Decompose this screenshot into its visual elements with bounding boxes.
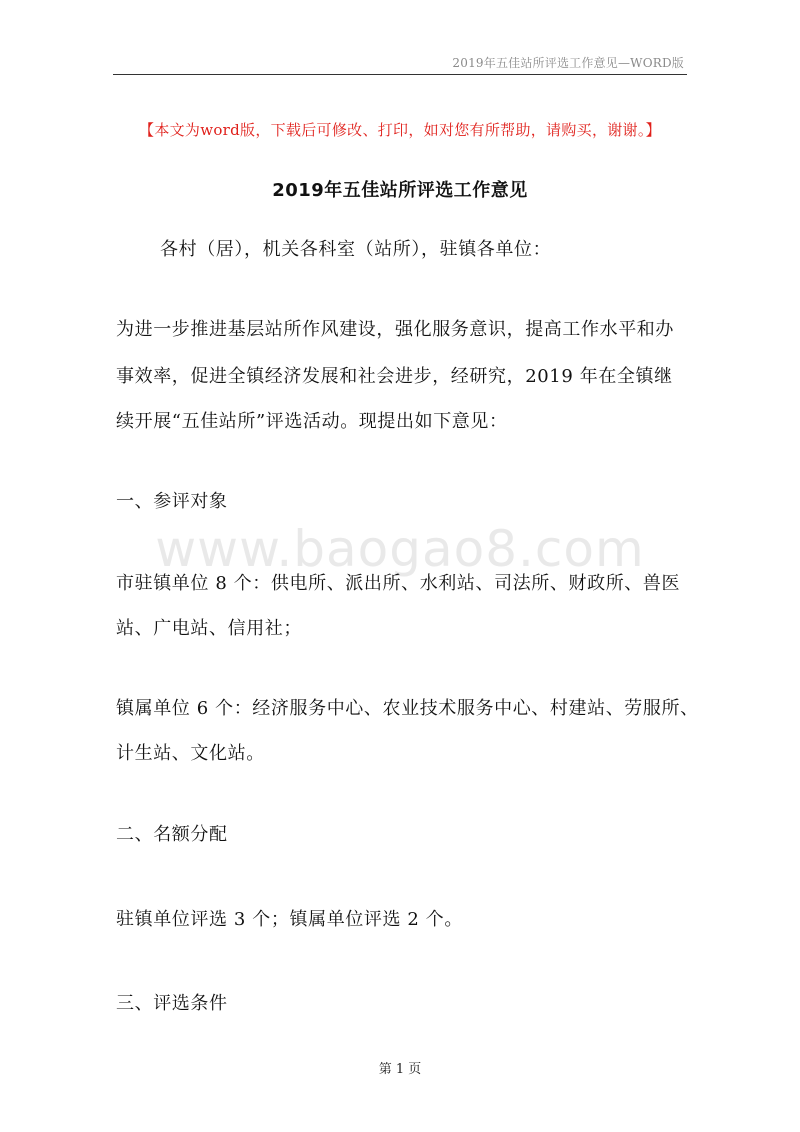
city-units-line-2: 站、广电站、信用社； (116, 618, 302, 639)
watermark-text: www.baogao8.com (155, 520, 645, 578)
salutation-line: 各村（居），机关各科室（站所），驻镇各单位： (160, 239, 552, 260)
intro-paragraph-line-3: 续开展“五佳站所”评选活动。现提出如下意见： (116, 411, 508, 432)
city-units-line-1: 市驻镇单位 8 个：供电所、派出所、水利站、司法所、财政所、兽医 (116, 573, 681, 594)
town-units-line-2: 计生站、文化站。 (116, 743, 265, 764)
section-heading-participants: 一、参评对象 (116, 491, 228, 512)
purchase-notice: 【本文为word版，下载后可修改、打印，如对您有所帮助，请购买，谢谢。】 (139, 121, 661, 139)
quota-allocation-line: 驻镇单位评选 3 个；镇属单位评选 2 个。 (116, 909, 463, 930)
town-units-line-1: 镇属单位 6 个：经济服务中心、农业技术服务中心、村建站、劳服所、 (116, 698, 699, 719)
page-header-text: 2019年五佳站所评选工作意见—WORD版 (452, 56, 684, 70)
intro-paragraph-line-1: 为进一步推进基层站所作风建设，强化服务意识，提高工作水平和办 (116, 319, 674, 340)
header-divider (113, 74, 687, 75)
section-heading-criteria: 三、评选条件 (116, 993, 228, 1014)
intro-paragraph-line-2: 事效率，促进全镇经济发展和社会进步，经研究，2019 年在全镇继 (116, 366, 673, 387)
page-number: 第 1 页 (378, 1062, 422, 1077)
section-heading-quota: 二、名额分配 (116, 824, 228, 845)
document-title: 2019年五佳站所评选工作意见 (272, 180, 528, 201)
